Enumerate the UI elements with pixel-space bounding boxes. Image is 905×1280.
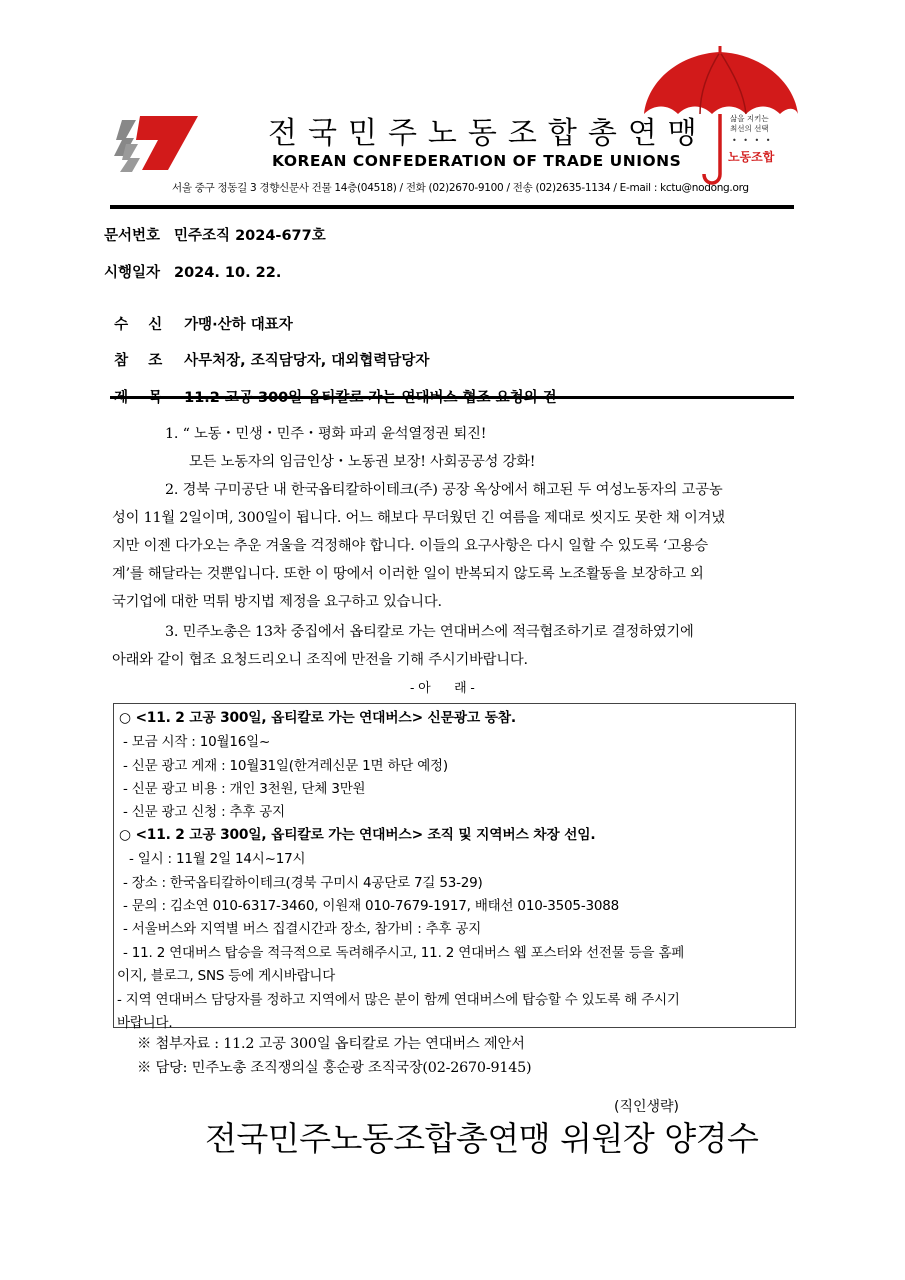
list-item: - 장소 : 한국옵티칼하이테크(경북 구미시 4공단로 7길 53-29) — [123, 875, 483, 891]
doc-number-row — [104, 224, 326, 245]
recipient-label: 수 신 — [114, 317, 163, 333]
list-item: - 11. 2 연대버스 탑승을 적극적으로 독려해주시고, 11. 2 연대버스 웹 포스터와 선전물 등을 홈페 — [123, 945, 685, 961]
paragraph-2-line-3: 지만 이젠 다가오는 추운 겨울을 걱정해야 합니다. 이들의 요구사항은 다시 일할 수 있도록 ‘고용승 — [112, 538, 708, 554]
contact-note: ※ 담당: 민주노총 조직쟁의실 홍순광 조직국장(02-2670-9145) — [137, 1060, 532, 1076]
list-item: - 신문 광고 게재 : 10월31일(한겨레신문 1면 하단 예정) — [123, 758, 448, 774]
subject-divider — [110, 396, 794, 399]
list-item: - 문의 : 김소연 010-6317-3460, 이원재 010-7679-1917, 배태선 010-3505-3088 — [123, 898, 620, 914]
reference-label: 참 조 — [114, 353, 163, 369]
union-tag: 노동조합 — [728, 150, 775, 164]
date-value: 2024. 10. 22. — [174, 265, 282, 281]
signature-line: 전국민주노동조합총연맹 위원장 양경수 — [205, 1119, 759, 1158]
details-box — [113, 703, 796, 1031]
reference-value: 사무처장, 조직담당자, 대외협력담당자 — [184, 353, 430, 369]
paragraph-1-line-2: 모든 노동자의 임금인상・노동권 보장! 사회공공성 강화! — [189, 454, 536, 470]
doc-number-label: 문서번호 — [104, 228, 161, 244]
list-item: - 신문 광고 비용 : 개인 3천원, 단체 3만원 — [123, 781, 366, 797]
org-name-korean: 전국민주노동조합총연맹 — [268, 116, 708, 151]
paragraph-2-line-1: 2. 경북 구미공단 내 한국옵티칼하이테크(주) 공장 옥상에서 해고된 두 여성노동자의 고공농 — [165, 482, 723, 498]
paragraph-2-line-5: 국기업에 대한 먹튀 방지법 제정을 요구하고 있습니다. — [112, 594, 442, 610]
umbrella-icon — [640, 44, 800, 192]
list-item: - 신문 광고 신청 : 추후 공지 — [123, 804, 285, 820]
slogan: 삶을 지키는 최선의 선택 — [730, 114, 769, 133]
recipient-value: 가맹·산하 대표자 — [184, 317, 293, 333]
paragraph-3-line-2: 아래와 같이 협조 요청드리오니 조직에 만전을 기해 주시기바랍니다. — [112, 652, 528, 668]
paragraph-1-line-1: 1. “ 노동・민생・민주・평화 파괴 윤석열정권 퇴진! — [165, 426, 487, 442]
subject-row — [104, 370, 557, 407]
date-row — [104, 261, 281, 282]
paragraph-3-line-1: 3. 민주노총은 13차 중집에서 옵티칼로 가는 연대버스에 적극협조하기로 결정하였기에 — [165, 624, 694, 640]
list-item: 이지, 블로그, SNS 등에 게시바랍니다 — [117, 968, 336, 984]
paragraph-2-line-4: 계’를 해달라는 것뿐입니다. 또한 이 땅에서 이러한 일이 반복되지 않도록 노조활동을 보장하고 외 — [112, 566, 704, 582]
doc-number: 민주조직 2024-677호 — [174, 228, 326, 244]
attachment-note: ※ 첨부자료 : 11.2 고공 300일 옵티칼로 가는 연대버스 제안서 — [137, 1036, 525, 1052]
recipient-row — [104, 297, 293, 334]
reference-row — [104, 333, 429, 370]
below-heading: - 아 래 - — [410, 681, 475, 696]
seal-omitted-note: (직인생략) — [614, 1099, 680, 1115]
header-divider — [110, 205, 794, 209]
date-label: 시행일자 — [104, 265, 161, 281]
section-1-title: ○ <11. 2 고공 300일, 옵티칼로 가는 연대버스> 신문광고 동참. — [119, 710, 516, 726]
org-name-english: KOREAN CONFEDERATION OF TRADE UNIONS — [272, 152, 682, 170]
list-item: - 지역 연대버스 담당자를 정하고 지역에서 많은 분이 함께 연대버스에 탑승할 수 있도록 해 주시기 — [117, 992, 680, 1008]
slogan-dots: • • • • — [732, 136, 773, 145]
list-item: - 모금 시작 : 10월16일~ — [123, 734, 271, 750]
kctu-logo — [112, 112, 198, 174]
list-item: 바랍니다. — [117, 1015, 173, 1031]
list-item: - 서울버스와 지역별 버스 집결시간과 장소, 참가비 : 추후 공지 — [123, 921, 482, 937]
list-item: - 일시 : 11월 2일 14시~17시 — [129, 851, 306, 867]
org-address: 서울 중구 정동길 3 경향신문사 건물 14층(04518) / 전화 (02)2670-9100 / 전송 (02)2635-1134 / E-mail : kctu@nodong.org — [172, 182, 749, 194]
paragraph-2-line-2: 성이 11월 2일이며, 300일이 됩니다. 어느 해보다 무더웠던 긴 여름을 제대로 씻지도 못한 채 이겨냈 — [112, 510, 725, 526]
section-2-title: ○ <11. 2 고공 300일, 옵티칼로 가는 연대버스> 조직 및 지역버스 차장 선임. — [119, 827, 596, 843]
